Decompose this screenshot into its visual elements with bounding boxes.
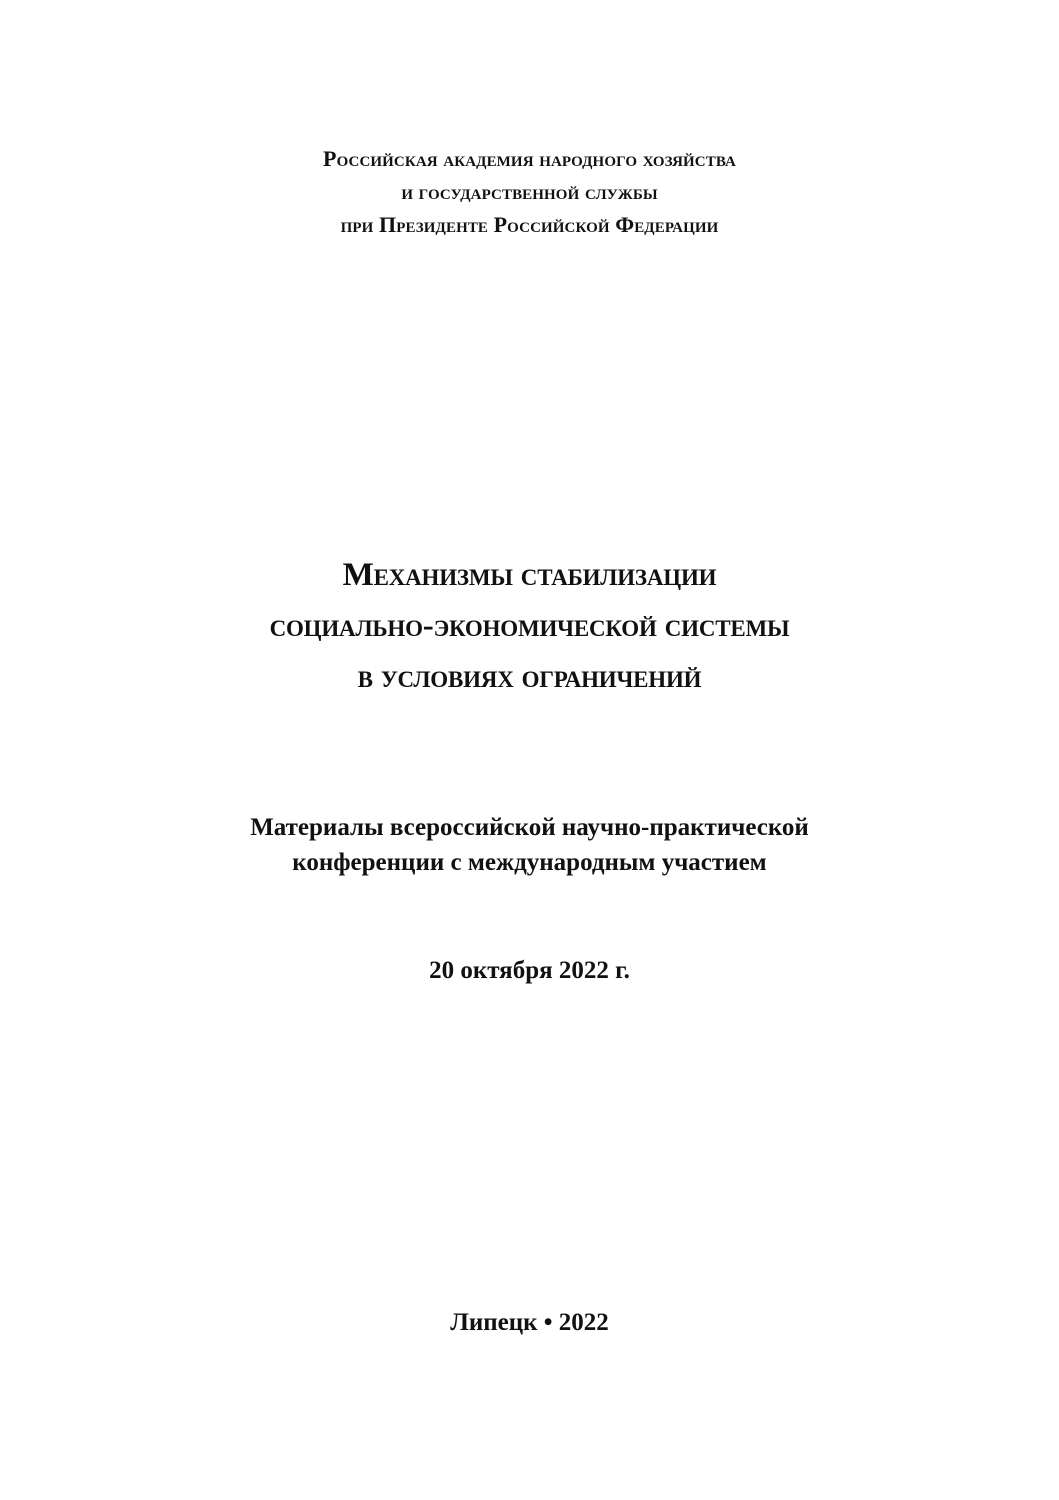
- date-text: 20 октября 2022 г.: [429, 957, 630, 984]
- subtitle-line: Материалы всероссийской научно-практической: [250, 814, 809, 841]
- institution-line: при Президенте Российской Федерации: [340, 212, 719, 237]
- conference-date: [0, 953, 1059, 988]
- document-subtitle: [0, 810, 1059, 880]
- title-line: социально-экономической системы: [269, 608, 790, 644]
- subtitle-line: конференции с международным участием: [292, 849, 767, 876]
- institution-line: и государственной службы: [401, 179, 658, 204]
- institution-header: [0, 142, 1059, 241]
- footer-text: Липецк • 2022: [450, 1309, 609, 1336]
- publication-place-year: [0, 1305, 1059, 1340]
- document-title: [0, 550, 1059, 703]
- institution-line: Российская академия народного хозяйства: [323, 146, 736, 171]
- title-line: Механизмы стабилизации: [342, 557, 717, 593]
- title-line: в условиях ограничений: [357, 659, 702, 695]
